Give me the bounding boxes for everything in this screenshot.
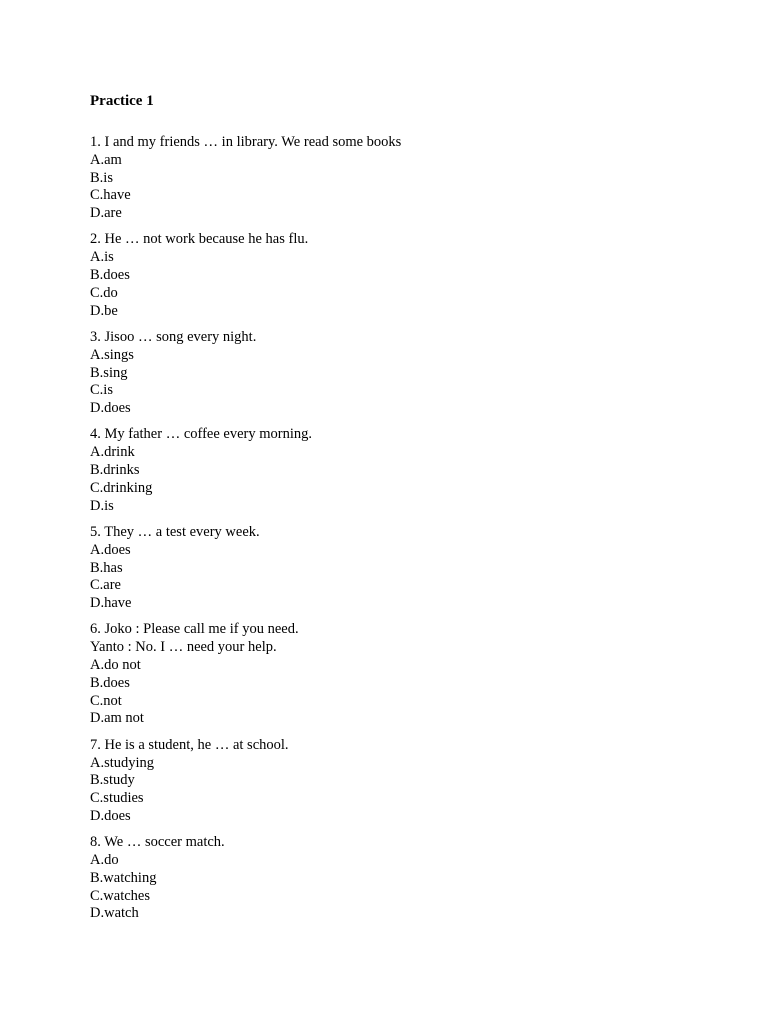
option-d: D.are <box>90 205 122 222</box>
question-1 <box>90 134 730 223</box>
question-text-continued: Yanto : No. I … need your help. <box>90 639 277 656</box>
option-c: C.are <box>90 577 121 594</box>
question-text: 4. My father … coffee every morning. <box>90 426 312 443</box>
option-c: C.have <box>90 187 131 204</box>
question-text: 6. Joko : Please call me if you need. <box>90 621 299 638</box>
option-a: A.do <box>90 851 119 868</box>
option-c: C.drinking <box>90 479 153 496</box>
option-d: D.does <box>90 807 131 824</box>
page-title: Practice 1 <box>90 93 154 109</box>
option-c: C.is <box>90 382 113 399</box>
question-2 <box>90 231 730 320</box>
option-d: D.am not <box>90 710 144 727</box>
option-a: A.sings <box>90 346 134 363</box>
question-8 <box>90 834 730 923</box>
option-a: A.studying <box>90 754 155 771</box>
option-a: A.do not <box>90 657 141 674</box>
question-5 <box>90 524 730 613</box>
option-b: B.has <box>90 559 123 576</box>
question-text: 5. They … a test every week. <box>90 523 260 540</box>
option-d: D.watch <box>90 905 139 922</box>
option-b: B.does <box>90 674 130 691</box>
option-a: A.drink <box>90 444 135 461</box>
option-d: D.be <box>90 302 118 319</box>
option-b: B.is <box>90 169 113 186</box>
option-b: B.drinks <box>90 462 140 479</box>
option-d: D.is <box>90 497 114 514</box>
question-3 <box>90 329 730 418</box>
option-c: C.not <box>90 692 122 709</box>
question-7 <box>90 737 730 826</box>
question-6 <box>90 621 730 728</box>
question-text: 3. Jisoo … song every night. <box>90 328 257 345</box>
option-c: C.do <box>90 284 118 301</box>
option-a: A.am <box>90 151 122 168</box>
option-a: A.does <box>90 541 131 558</box>
question-text: 1. I and my friends … in library. We read some books <box>90 134 402 150</box>
question-4 <box>90 426 730 515</box>
option-c: C.studies <box>90 790 144 807</box>
question-text: 8. We … soccer match. <box>90 834 225 851</box>
option-d: D.have <box>90 595 132 612</box>
option-d: D.does <box>90 400 131 417</box>
option-b: B.sing <box>90 364 128 381</box>
option-c: C.watches <box>90 887 150 904</box>
question-text: 2. He … not work because he has flu. <box>90 231 309 248</box>
document-page <box>90 91 730 932</box>
question-text: 7. He is a student, he … at school. <box>90 736 289 753</box>
option-a: A.is <box>90 249 114 266</box>
option-b: B.watching <box>90 869 157 886</box>
option-b: B.study <box>90 772 135 789</box>
option-b: B.does <box>90 267 130 284</box>
